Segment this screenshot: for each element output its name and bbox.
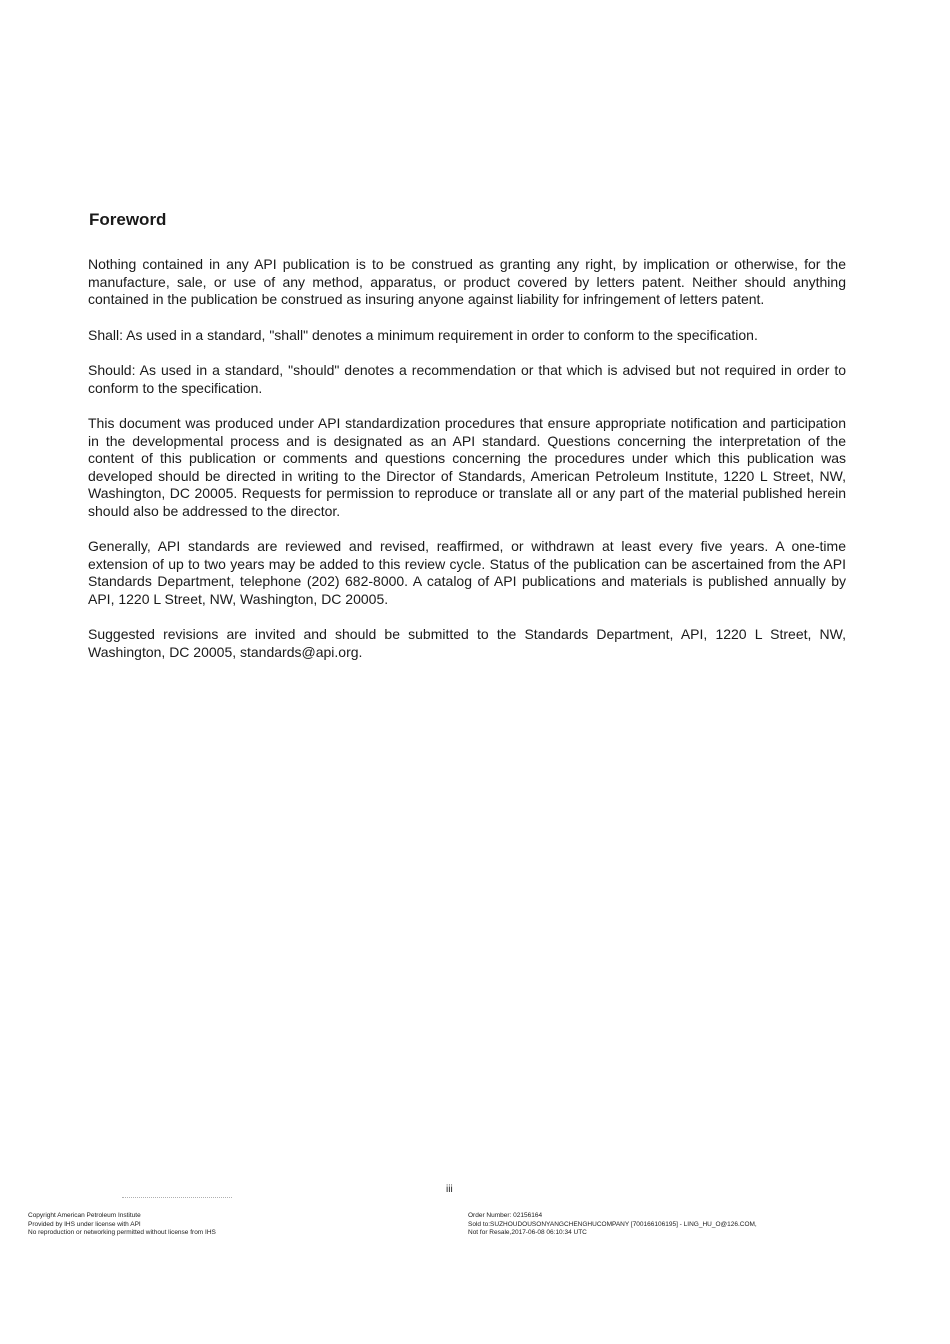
paragraph-suggested-revisions: Suggested revisions are invited and should be submitted to the Standards Department, API, 1220 L Street, NW, Washington, DC 20005, standards@api.org. [88, 626, 846, 660]
footer-provider-line: Provided by IHS under license with API [28, 1220, 141, 1228]
footer-order-number: Order Number: 02156164 [468, 1212, 543, 1219]
foreword-body [88, 256, 846, 679]
page-title: Foreword [89, 210, 167, 229]
paragraph-shall-definition: Shall: As used in a standard, "shall" denotes a minimum requirement in order to conform to the specification. [88, 326, 758, 343]
paragraph-standardization-procedures: This document was produced under API standardization procedures that ensure appropriate notification and participation in the developmental process and is designated as an API standard. Questions concerning the interpretation of the content of this publication or comments and questions concerning the procedures under which this publication was developed should be directed in writing to the Director of Standards, American Petroleum Institute, 1220 L Street, NW, Washington, DC 20005. Requests for permission to reproduce or translate all or any part of the material published herein should also be addressed to the director. [88, 415, 846, 519]
paragraph-review-cycle: Generally, API standards are reviewed and revised, reaffirmed, or withdrawn at least every five years. A one-time extension of up to two years may be added to this review cycle. Status of the publication can be ascertained from the API Standards Department, telephone (202) 682-8000. A catalog of API publications and materials is published annually by API, 1220 L Street, NW, Washington, DC 20005. [88, 538, 846, 607]
footer-copyright [28, 1212, 216, 1238]
footer-sold-to: Sold to:SUZHOUDOUSONYANGCHENGHUCOMPANY [700166106195] - LING_HU_O@126.COM, [468, 1220, 757, 1228]
page-number: iii [446, 1184, 453, 1195]
footer-license-line: No reproduction or networking permitted without license from IHS [28, 1229, 216, 1236]
paragraph-patent-disclaimer: Nothing contained in any API publication is to be construed as granting any right, by implication or otherwise, for the manufacture, sale, or use of any method, apparatus, or product covered by letters patent. Neither should anything contained in the publication be construed as insuring anyone against liability for infringement of letters patent. [88, 256, 846, 307]
footer-order-info [468, 1212, 757, 1238]
footer-copyright-line: Copyright American Petroleum Institute [28, 1212, 141, 1219]
paragraph-should-definition: Should: As used in a standard, "should" denotes a recommendation or that which is advised but not required in order to conform to the specification. [88, 362, 846, 396]
footer-resale-notice: Not for Resale,2017-06-08 06:10:34 UTC [468, 1229, 587, 1236]
scan-artifact [122, 1197, 232, 1199]
